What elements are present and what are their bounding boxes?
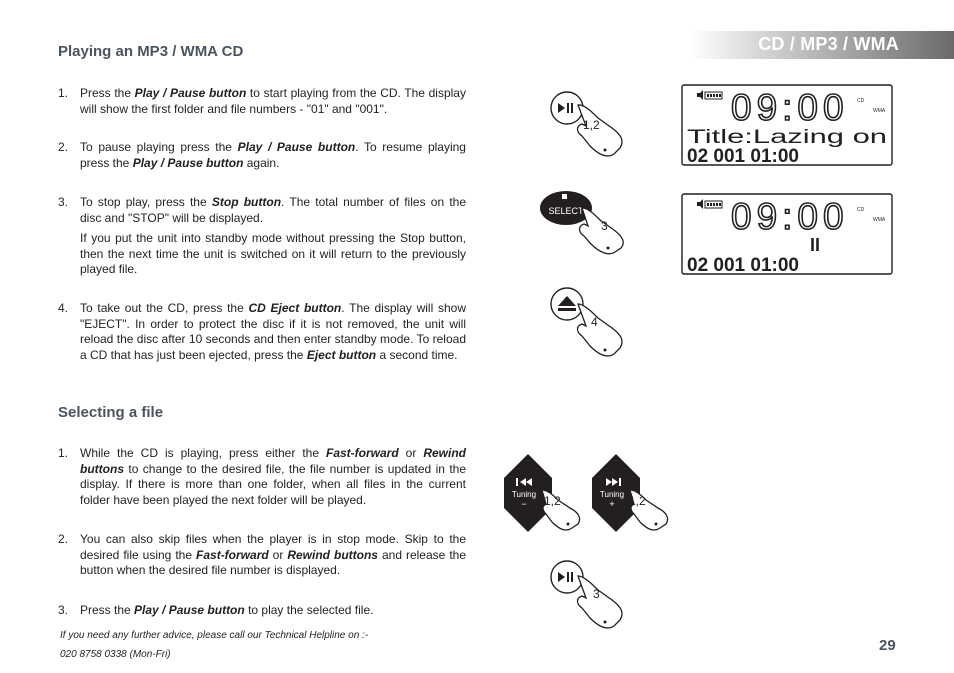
list-item — [58, 86, 468, 118]
list-item — [58, 603, 468, 619]
item-text: You can also skip files when the player is in stop mode. Skip to the desired file using the Fast-forward or Rewind buttons and release the button when the desired file number is displayed. — [80, 532, 466, 577]
banner-title: CD / MP3 / WMA — [758, 34, 899, 54]
plus-label: + — [609, 499, 615, 509]
item-text: Press the Play / Pause button to play the selected file. — [80, 603, 374, 617]
step-label: 1,2 — [583, 118, 600, 132]
section-heading-playing: Playing an MP3 / WMA CD — [58, 43, 244, 60]
item-text: To pause playing press the Play / Pause button. To resume playing press the Play / Pause button again. — [80, 140, 466, 170]
footer-helpline — [60, 626, 368, 664]
lcd-time: 09:00 — [731, 87, 849, 128]
item-number: 1. — [58, 86, 69, 100]
item-text: Press the Play / Pause button to start playing from the CD. The display will show the first folder and file numbers - "01" and "001". — [80, 86, 466, 116]
lcd-display-paused — [681, 193, 893, 275]
tuning-label: Tuning — [511, 490, 537, 499]
tuning-label: Tuning — [599, 490, 625, 499]
lcd-pause-symbol: II — [809, 235, 821, 255]
item-text: To stop play, press the Stop button. The total number of files on the disc and "STOP" will be displayed. — [80, 195, 467, 225]
step-label: 3 — [601, 219, 608, 233]
page-number: 29 — [879, 637, 896, 654]
step-label: 1,2 — [629, 494, 646, 508]
lcd-wma-indicator: WMA — [873, 108, 886, 114]
footer-line-1: If you need any further advice, please call our Technical Helpline on :- — [60, 630, 369, 641]
select-button-label: SELECT — [548, 206, 584, 216]
lcd-cd-indicator: CD — [857, 98, 865, 104]
pressing-hand-icon — [578, 304, 623, 356]
list-item — [58, 140, 468, 172]
lcd-wma-indicator: WMA — [873, 217, 886, 223]
lcd-line-numbers: 02 001 01:00 — [687, 146, 799, 166]
list-item — [58, 532, 468, 580]
pressing-hand-icon — [578, 576, 623, 628]
item-number: 2. — [58, 532, 69, 546]
item-number: 4. — [58, 301, 69, 315]
eject-button-figure — [530, 280, 640, 360]
play-pause-button-figure-2 — [530, 552, 640, 642]
select-button-figure — [530, 180, 640, 255]
step-label: 4 — [591, 315, 598, 329]
item-number: 3. — [58, 603, 69, 617]
item-number: 1. — [58, 446, 69, 460]
lcd-line-numbers: 02 001 01:00 — [687, 255, 799, 275]
list-item — [58, 446, 468, 510]
list-item — [58, 195, 468, 280]
item-number: 3. — [58, 195, 69, 209]
step-label: 3 — [593, 587, 600, 601]
minus-label: − — [521, 499, 527, 509]
lcd-line-title: Title:Lazing on — [687, 127, 887, 148]
footer-line-2: 020 8758 0338 (Mon-Fri) — [60, 649, 171, 660]
item-number: 2. — [58, 140, 69, 154]
rewind-tuning-button-figure — [500, 450, 590, 535]
section-banner — [690, 31, 954, 59]
item-text: While the CD is playing, press either the Fast-forward or Rewind buttons to change to the desired file, the file number is updated in the display. If there is more than one folder, when all files in the current folder have been played the next folder will be played. — [80, 446, 467, 507]
item-text: To take out the CD, press the CD Eject button. The display will show "EJECT". In order to protect the disc if it is not removed, the unit will reload the disc after 10 seconds and then enter standby mode. To reload a CD that has just been ejected, press the Eject button a second time. — [80, 301, 466, 362]
list-item — [58, 301, 468, 381]
step-label: 1,2 — [544, 494, 561, 508]
fast-forward-tuning-button-figure — [588, 450, 678, 535]
item-note: If you put the unit into standby mode without pressing the Stop button, then the next time the unit is switched on it will return to the previously played file. — [80, 231, 466, 276]
lcd-time: 09:00 — [731, 196, 849, 237]
lcd-cd-indicator: CD — [857, 207, 865, 213]
play-pause-button-figure-1 — [530, 80, 640, 160]
section-heading-selecting: Selecting a file — [58, 404, 164, 421]
lcd-display-playing — [681, 84, 893, 166]
